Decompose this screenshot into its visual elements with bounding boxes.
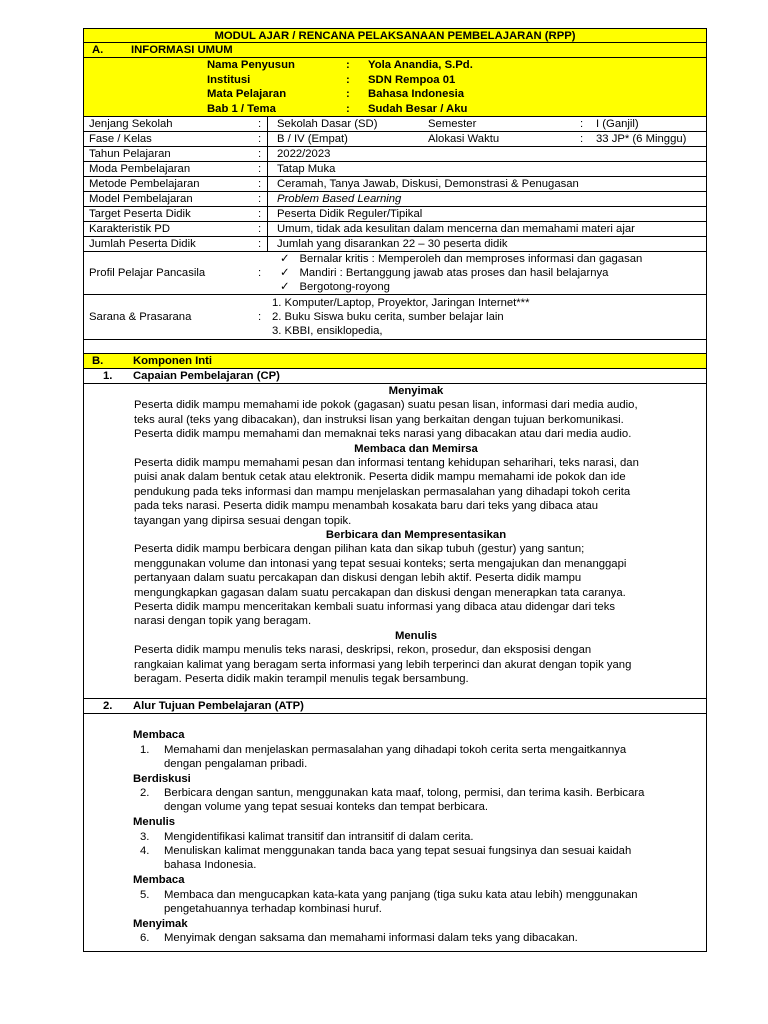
profil-item-gotong-royong: ✓ Bergotong-royong xyxy=(280,280,390,294)
document-title: MODUL AJAR / RENCANA PELAKSANAAN PEMBELAJARAN (RPP) xyxy=(214,30,576,42)
section-b-label: Komponen Inti xyxy=(133,355,213,367)
section-a-header xyxy=(83,43,707,58)
atp-content xyxy=(83,714,707,952)
info-row-jenjang: Jenjang Sekolah : Sekolah Dasar (SD) Semester : I (Ganjil) xyxy=(83,117,707,132)
cp-content: Menyimak Peserta didik mampu memahami ide pokok (gagasan) suatu pesan lisan, informasi dari media audio, teks aural (teks yang dibacakan), dan instruksi lisan yang berkaitan dengan tujuan berkomunikasi. Peserta didik mampu memahami dan memaknai teks narasi yang dibacakan atau dari media audio. Membaca dan Memirsa Peserta didik mampu memahami pesan dan informasi tentang kehidupan seharihari, teks narasi, dan puisi anak dalam bentuk cetak atau elektronik. Peserta didik mampu memahami ide pokok dan ide pendukung pada teks informasi dan mampu menjelaskan permasalahan yang dihadapi tokoh cerita pada teks narasi. Peserta didik mampu menambah kosakata baru dari teks yang dibaca atau tayangan yang dipirsa sesuai dengan topik. Berbicara dan Mempresentasikan Peserta didik mampu berbicara dengan pilihan kata dan sikap tubuh (gestur) yang santun; menggunakan volume dan intonasi yang tepat sesuai konteks; serta mengajukan dan menanggapi pertanyaan dalam suatu percakapan dan diskusi dengan lebih aktif. Peserta didik mampu mengungkapkan gagasan dalam suatu percakapan dan diskusi dengan menerapkan tata caranya. Peserta didik mampu menceritakan kembali suatu informasi yang dibaca atau didengar dari teks narasi dengan topik yang beragam. Menulis Peserta didik mampu menulis teks narasi, deskripsi, rekon, prosedur, dan eksposisi dengan rangkaian kalimat yang beragam serta informasi yang lebih terperinci dan akurat dengan topik yang beragam. Peserta didik makin terampil menulis tegak bersambung. xyxy=(83,384,707,699)
info-row-tahun: Tahun Pelajaran : 2022/2023 xyxy=(83,147,707,162)
sarana-item-3: 3. KBBI, ensiklopedia, xyxy=(272,325,383,337)
sarana-row: Sarana & Prasarana : 1. Komputer/Laptop, Proyektor, Jaringan Internet*** 2. Buku Siswa buku cerita, sumber belajar lain 3. KBBI, ensiklopedia, xyxy=(83,295,707,340)
field-key-mapel: Mata Pelajaran xyxy=(207,88,287,100)
info-row-moda: Moda Pembelajaran : Tatap Muka xyxy=(83,162,707,177)
atp-heading-membaca: Membaca xyxy=(133,729,185,741)
info-row-fase: Fase / Kelas : B / IV (Empat) Alokasi Waktu : 33 JP* (6 Minggu) xyxy=(83,132,707,147)
atp-heading-membaca-2: Membaca xyxy=(133,874,185,886)
profil-item-mandiri: ✓ Mandiri : Bertanggung jawab atas proses dan hasil belajarnya xyxy=(280,266,608,280)
field-key-nama: Nama Penyusun xyxy=(207,59,295,71)
field-key-institusi: Institusi xyxy=(207,73,251,86)
sarana-item-1: 1. Komputer/Laptop, Proyektor, Jaringan Internet*** xyxy=(272,297,530,309)
cp-heading-menulis: Menulis xyxy=(394,629,438,642)
atp-heading-berdiskusi: Berdiskusi xyxy=(133,772,191,785)
atp-item-2: 2. Berbicara dengan santun, menggunakan kata maaf, tolong, permisi, dan terima kasih. Berbicara dengan volume yang tepat sesuai konteks dan tempat berbicara. xyxy=(140,787,645,814)
atp-item-5: 5. Membaca dan mengucapkan kata-kata yang panjang (tiga suku kata atau lebih) menggunakan pengetahuannya terhadap kombinasi huruf. xyxy=(140,888,638,915)
info-row-metode: Metode Pembelajaran : Ceramah, Tanya Jawab, Diskusi, Demonstrasi & Penugasan xyxy=(83,177,707,192)
info-row-target: Target Peserta Didik : Peserta Didik Reguler/Tipikal xyxy=(83,207,707,222)
section-b-letter: B. xyxy=(92,355,104,367)
field-key-bab: Bab 1 / Tema xyxy=(207,102,276,115)
section-a-label: INFORMASI UMUM xyxy=(131,44,233,56)
rpp-document xyxy=(83,28,707,952)
cp-header: 1. Capaian Pembelajaran (CP) xyxy=(83,369,707,384)
document-title-row xyxy=(83,28,707,43)
section-a-letter: A. xyxy=(92,44,104,56)
field-value-mapel: Bahasa Indonesia xyxy=(368,88,465,100)
atp-item-1: 1. Memahami dan menjelaskan permasalahan yang dihadapi tokoh cerita serta mengaitkannya dengan pengalaman pribadi. xyxy=(140,743,627,770)
cp-heading-membaca: Membaca dan Memirsa xyxy=(354,442,478,455)
field-value-institusi: SDN Rempoa 01 xyxy=(368,73,456,86)
spacer-row xyxy=(83,340,707,354)
atp-title: Alur Tujuan Pembelajaran (ATP) xyxy=(133,700,304,712)
cp-heading-berbicara: Berbicara dan Mempresentasikan xyxy=(325,529,507,541)
atp-heading-menulis: Menulis xyxy=(133,816,176,828)
atp-item-3: 3. Mengidentifikasi kalimat transitif dan intransitif di dalam cerita. xyxy=(140,830,474,843)
profil-item-bernalar: ✓ Bernalar kritis : Memperoleh dan memproses informasi dan gagasan xyxy=(280,252,642,266)
info-row-karakteristik: Karakteristik PD : Umum, tidak ada kesulitan dalam mencerna dan memahami materi ajar xyxy=(83,222,707,237)
info-row-jumlah: Jumlah Peserta Didik : Jumlah yang disarankan 22 – 30 peserta didik xyxy=(83,237,707,252)
section-b-header xyxy=(83,354,707,369)
info-row-model: Model Pembelajaran : Problem Based Learning xyxy=(83,192,707,207)
identity-block: Nama Penyusun : Yola Anandia, S.Pd. Institusi : SDN Rempoa 01 Mata Pelajaran : Bahasa Indonesia Bab 1 / Tema : Sudah Besar / Aku xyxy=(83,58,707,117)
cp-title: Capaian Pembelajaran (CP) xyxy=(133,370,280,382)
cp-heading-menyimak: Menyimak xyxy=(388,385,444,397)
atp-item-6: 6. Menyimak dengan saksama dan memahami informasi dalam teks yang dibacakan. xyxy=(140,932,578,944)
atp-heading-menyimak: Menyimak xyxy=(133,917,188,930)
profil-pelajar-row: Profil Pelajar Pancasila : ✓ Bernalar kritis : Memperoleh dan memproses informasi dan gagasan ✓ Mandiri : Bertanggung jawab atas proses dan hasil belajarnya ✓ Bergotong-royong xyxy=(83,252,707,295)
atp-header: 2. Alur Tujuan Pembelajaran (ATP) xyxy=(83,699,707,714)
field-value-nama: Yola Anandia, S.Pd. xyxy=(368,59,473,71)
atp-item-4: 4. Menuliskan kalimat menggunakan tanda baca yang tepat sesuai fungsinya dan sesuai kaidah bahasa Indonesia. xyxy=(140,845,632,872)
sarana-item-2: 2. Buku Siswa buku cerita, sumber belajar lain xyxy=(272,311,504,323)
field-value-bab: Sudah Besar / Aku xyxy=(368,102,468,115)
